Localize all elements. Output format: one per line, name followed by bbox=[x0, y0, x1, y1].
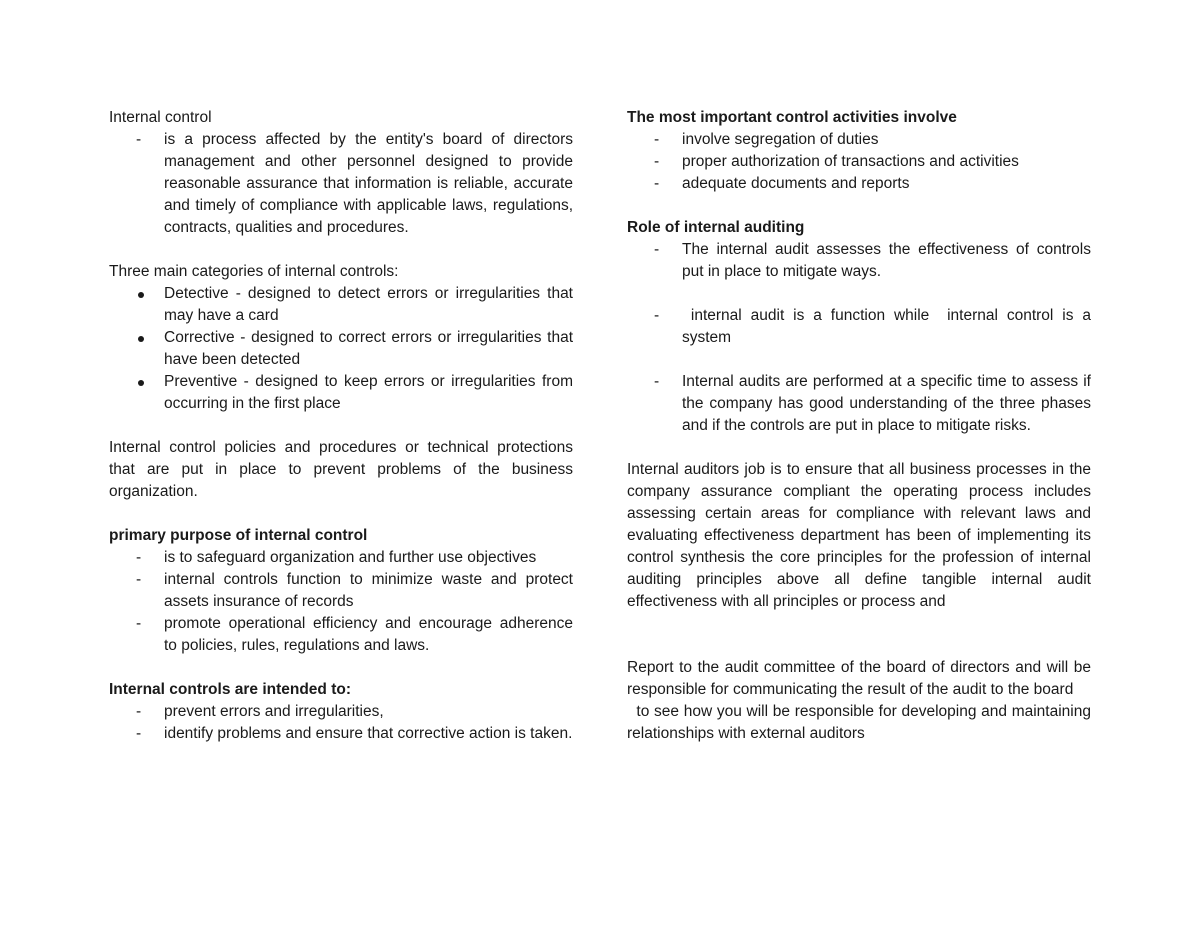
heading-primary-purpose: primary purpose of internal control bbox=[109, 527, 368, 544]
bullet-icon bbox=[138, 292, 144, 298]
dash-marker: - bbox=[136, 703, 142, 720]
spacer bbox=[627, 195, 1091, 217]
list-item bbox=[627, 305, 1096, 349]
spacer bbox=[109, 239, 573, 261]
heading-categories: Three main categories of internal controls: bbox=[109, 263, 399, 280]
internal-control-list bbox=[109, 129, 573, 239]
dash-marker: - bbox=[654, 241, 660, 258]
list-item-text: is a process affected by the entity's board of directors management and other personnel designed to provide reasonable assurance that information is reliable, accurate and timely of compliance with applicable laws, regulations, contracts, qualities and procedures. bbox=[164, 131, 573, 236]
spacer bbox=[109, 657, 573, 679]
list-item-text: Preventive - designed to keep errors or irregularities from occurring in the first place bbox=[164, 373, 573, 412]
heading-internal-control: Internal control bbox=[109, 109, 212, 126]
dash-marker: - bbox=[654, 175, 660, 192]
list-item-text: involve segregation of duties bbox=[682, 131, 879, 148]
dash-marker: - bbox=[654, 153, 660, 170]
list-item-text: promote operational efficiency and encourage adherence to policies, rules, regulations and laws. bbox=[164, 615, 573, 654]
spacer bbox=[109, 503, 573, 525]
list-item-text: internal audit is a function while internal control is a system bbox=[682, 307, 1096, 346]
list-item bbox=[109, 371, 573, 415]
dash-marker: - bbox=[654, 131, 660, 148]
list-item bbox=[109, 283, 573, 327]
list-item bbox=[109, 701, 573, 723]
list-item-text: Internal audits are performed at a specific time to assess if the company has good understanding of the three phases and if the controls are put in place to mitigate risks. bbox=[682, 373, 1091, 434]
spacer bbox=[627, 613, 1091, 657]
intended-list bbox=[109, 701, 573, 745]
left-column bbox=[109, 107, 573, 745]
bullet-icon bbox=[138, 336, 144, 342]
list-item-text: internal controls function to minimize waste and protect assets insurance of records bbox=[164, 571, 573, 610]
dash-marker: - bbox=[136, 131, 142, 148]
dash-marker: - bbox=[136, 549, 142, 566]
list-spacer bbox=[627, 349, 1091, 371]
list-item-text: proper authorization of transactions and activities bbox=[682, 153, 1019, 170]
list-item-text: adequate documents and reports bbox=[682, 175, 910, 192]
list-item-text: Detective - designed to detect errors or irregularities that may have a card bbox=[164, 285, 573, 324]
list-item bbox=[109, 613, 573, 657]
list-item bbox=[109, 547, 573, 569]
list-spacer bbox=[627, 283, 1091, 305]
dash-marker: - bbox=[136, 725, 142, 742]
report-paragraph: Report to the audit committee of the board of directors and will be responsible for communicating the result of the audit to the board bbox=[627, 659, 1091, 698]
heading-intended: Internal controls are intended to: bbox=[109, 681, 351, 698]
list-item-text: prevent errors and irregularities, bbox=[164, 703, 384, 720]
policies-paragraph: Internal control policies and procedures or technical protections that are put in place to prevent problems of the business organization. bbox=[109, 439, 573, 500]
dash-marker: - bbox=[136, 571, 142, 588]
list-item bbox=[109, 723, 573, 745]
list-item-text: is to safeguard organization and further use objectives bbox=[164, 549, 537, 566]
bullet-icon bbox=[138, 380, 144, 386]
activities-list bbox=[627, 129, 1091, 195]
list-item-text: The internal audit assesses the effectiveness of controls put in place to mitigate ways. bbox=[682, 241, 1091, 280]
categories-list bbox=[109, 283, 573, 415]
dash-marker: - bbox=[654, 307, 660, 324]
list-item bbox=[109, 569, 573, 613]
dash-marker: - bbox=[654, 373, 660, 390]
role-list bbox=[627, 239, 1096, 437]
auditors-job-paragraph: Internal auditors job is to ensure that all business processes in the company assurance compliant the operating process includes assessing certain areas for compliance with relevant laws and evaluating effectiveness department has been of implementing its control synthesis the core principles for the profession of internal auditing principles above all define tangible internal audit effectiveness with all principles or process and bbox=[627, 461, 1091, 610]
purpose-list bbox=[109, 547, 573, 657]
list-item bbox=[109, 327, 573, 371]
spacer bbox=[109, 415, 573, 437]
list-item-text: identify problems and ensure that corrective action is taken. bbox=[164, 725, 573, 742]
list-item bbox=[627, 129, 1091, 151]
list-item bbox=[627, 239, 1091, 283]
dash-marker: - bbox=[136, 615, 142, 632]
list-item bbox=[109, 129, 573, 239]
list-item bbox=[627, 371, 1091, 437]
list-item bbox=[627, 151, 1091, 173]
list-item bbox=[627, 173, 1091, 195]
list-item-text: Corrective - designed to correct errors or irregularities that have been detected bbox=[164, 329, 573, 368]
heading-role-internal-auditing: Role of internal auditing bbox=[627, 219, 805, 236]
spacer bbox=[627, 437, 1091, 459]
see-paragraph: to see how you will be responsible for developing and maintaining relationships with external auditors bbox=[627, 703, 1096, 742]
right-column bbox=[627, 107, 1096, 745]
heading-control-activities: The most important control activities involve bbox=[627, 109, 957, 126]
